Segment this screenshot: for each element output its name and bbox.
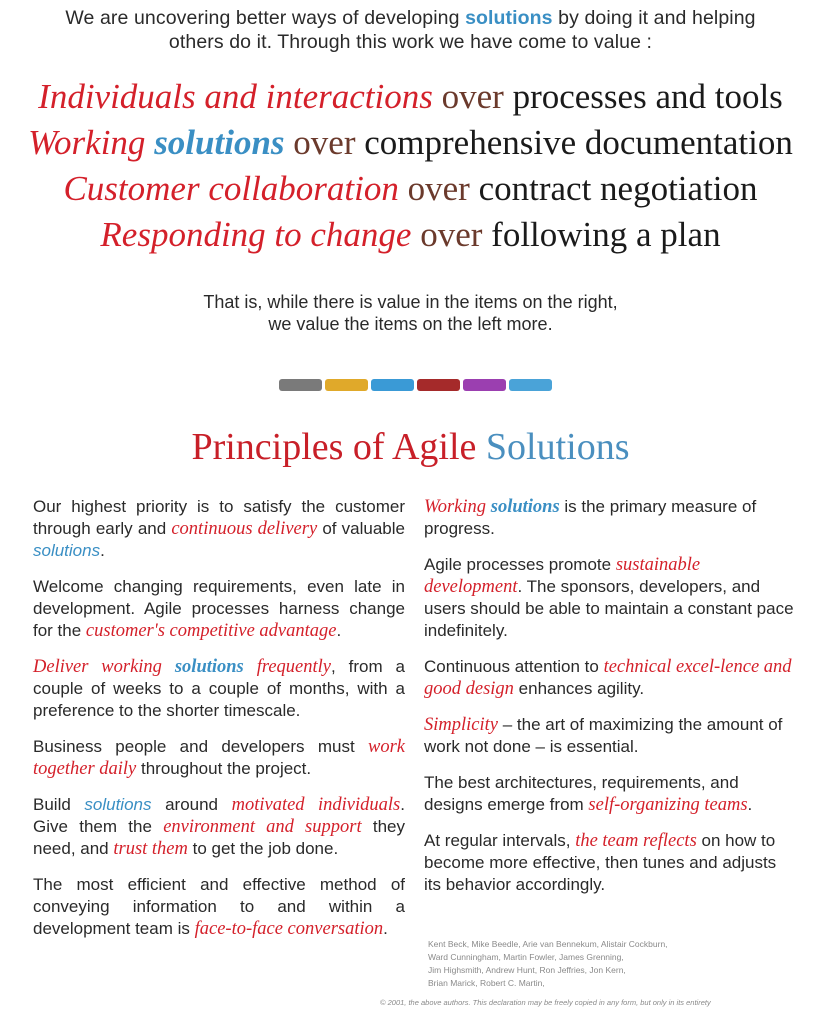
principle-text: . (747, 795, 753, 814)
principle-text: . (100, 541, 105, 560)
principle-emphasis: sustainable development (424, 555, 701, 597)
color-divider-segment (463, 379, 506, 391)
value-over: over (407, 169, 470, 208)
principle-emphasis: self-organizing teams (588, 795, 748, 815)
principle-emphasis: frequently (256, 657, 332, 677)
principle-12 (424, 830, 794, 896)
authors-list (428, 938, 758, 990)
color-divider-segment (325, 379, 368, 391)
value-left: Working (28, 123, 146, 162)
manifesto-values (0, 74, 821, 258)
principle-text: At regular intervals, (424, 831, 576, 850)
value-over: over (293, 123, 356, 162)
principle-text: . The sponsors, developers, and users should be able to maintain a constant pace indefinitely. (424, 577, 794, 640)
value-left: Individuals and interactions (38, 77, 433, 116)
that-is-statement (0, 291, 821, 335)
principle-text: they need, and (33, 817, 406, 858)
value-line-1 (0, 74, 821, 120)
principle-1 (33, 496, 405, 562)
principle-emphasis: environment and support (163, 817, 362, 837)
color-divider-segment (417, 379, 460, 391)
principle-emphasis: Deliver working (33, 657, 162, 677)
principle-text: Build (33, 795, 85, 814)
principles-title (0, 424, 821, 470)
principle-text: Our highest priority is to satisfy the customer through early and (33, 497, 405, 538)
principle-5 (33, 794, 405, 860)
principle-emphasis: Working (424, 497, 487, 517)
principle-text: The most efficient and effective method of conveying information to and within a development team is (33, 875, 405, 938)
value-left: Responding to change (100, 215, 412, 254)
principle-text: The best architectures, requirements, and designs emerge from (424, 773, 739, 814)
color-divider-segment (279, 379, 322, 391)
principle-2 (33, 576, 405, 642)
principle-emphasis: face-to-face conversation (194, 919, 384, 939)
principle-emphasis-blue: solutions (33, 541, 101, 560)
principle-10 (424, 714, 794, 758)
principle-11 (424, 772, 794, 816)
principle-emphasis: trust them (113, 839, 188, 859)
principle-emphasis: customer's competitive advantage (85, 621, 337, 641)
principle-emphasis: the team reflects (575, 831, 697, 851)
principle-text: on how to become more effective, then tunes and adjusts its behavior accordingly. (424, 831, 777, 894)
authors-line: Brian Marick, Robert C. Martin, (428, 978, 545, 988)
principle-emphasis-blue: solutions (84, 795, 152, 814)
principle-text: . Give them the (33, 795, 405, 836)
principle-text: of valuable (317, 519, 405, 538)
value-right: processes and tools (512, 77, 783, 116)
principles-title-highlight: Solutions (485, 426, 630, 468)
authors-line: Jim Highsmith, Andrew Hunt, Ron Jeffries, Jon Kern, (428, 965, 626, 975)
principle-text: Continuous attention to (424, 657, 604, 676)
principle-emphasis: work together daily (33, 737, 405, 779)
principle-text: Welcome changing requirements, even late in development. Agile processes harness change for the (33, 577, 405, 640)
authors-line: Kent Beck, Mike Beedle, Arie van Bennekum, Alistair Cockburn, (428, 939, 668, 949)
that-is-line-2: we value the items on the left more. (268, 314, 553, 334)
principle-text: – the art of maximizing the amount of work not done – is essential. (424, 715, 783, 756)
value-right: contract negotiation (478, 169, 758, 208)
principle-7 (424, 496, 794, 540)
principle-emphasis: Simplicity (424, 715, 498, 735)
principle-emphasis: continuous delivery (171, 519, 318, 539)
principle-3 (33, 656, 405, 722)
intro-highlight: solutions (465, 7, 553, 29)
principle-text: enhances agility. (513, 679, 645, 698)
principles-title-main: Principles of Agile (191, 426, 477, 468)
principle-4 (33, 736, 405, 780)
value-line-2 (0, 120, 821, 166)
intro-text (0, 6, 821, 54)
value-left: Customer collaboration (63, 169, 399, 208)
principle-text: is the primary measure of progress. (424, 497, 757, 538)
principle-text: around (151, 795, 232, 814)
principle-text: to get the job done. (187, 839, 339, 858)
authors-line: Ward Cunningham, Martin Fowler, James Grenning, (428, 952, 624, 962)
principle-text: . (383, 919, 388, 938)
principle-8 (424, 554, 794, 642)
intro-line-2: others do it. Through this work we have come to value : (168, 31, 653, 53)
intro-before: We are uncovering better ways of developing (65, 7, 466, 29)
value-right: following a plan (491, 215, 721, 254)
principle-emphasis: technical excel-lence and good design (424, 657, 792, 699)
copyright-notice: © 2001, the above authors. This declaration may be freely copied in any form, but only in its entirety (380, 998, 711, 1007)
principle-emphasis-blue: solutions (490, 497, 560, 517)
principle-text: Business people and developers must (33, 737, 368, 756)
principle-emphasis: motivated individuals (231, 795, 401, 815)
value-line-4 (0, 212, 821, 258)
color-divider (279, 379, 552, 391)
value-over: over (441, 77, 504, 116)
that-is-line-1: That is, while there is value in the items on the right, (203, 292, 618, 312)
value-left-highlight: solutions (154, 123, 285, 162)
principle-text: throughout the project. (136, 759, 312, 778)
principle-text: Agile processes promote (424, 555, 616, 574)
value-over: over (420, 215, 483, 254)
principles-right-column (424, 496, 794, 910)
intro-after: by doing it and helping (552, 7, 756, 29)
principle-text: . (336, 621, 342, 640)
intro-line-1 (0, 6, 821, 30)
value-right: comprehensive documentation (364, 123, 793, 162)
value-line-3 (0, 166, 821, 212)
principle-9 (424, 656, 794, 700)
color-divider-segment (509, 379, 552, 391)
principle-6 (33, 874, 405, 940)
principles-left-column (33, 496, 405, 954)
principle-emphasis-blue: solutions (174, 657, 244, 677)
principle-text: , from a couple of weeks to a couple of months, with a preference to the shorter timescale. (33, 657, 406, 720)
color-divider-segment (371, 379, 414, 391)
